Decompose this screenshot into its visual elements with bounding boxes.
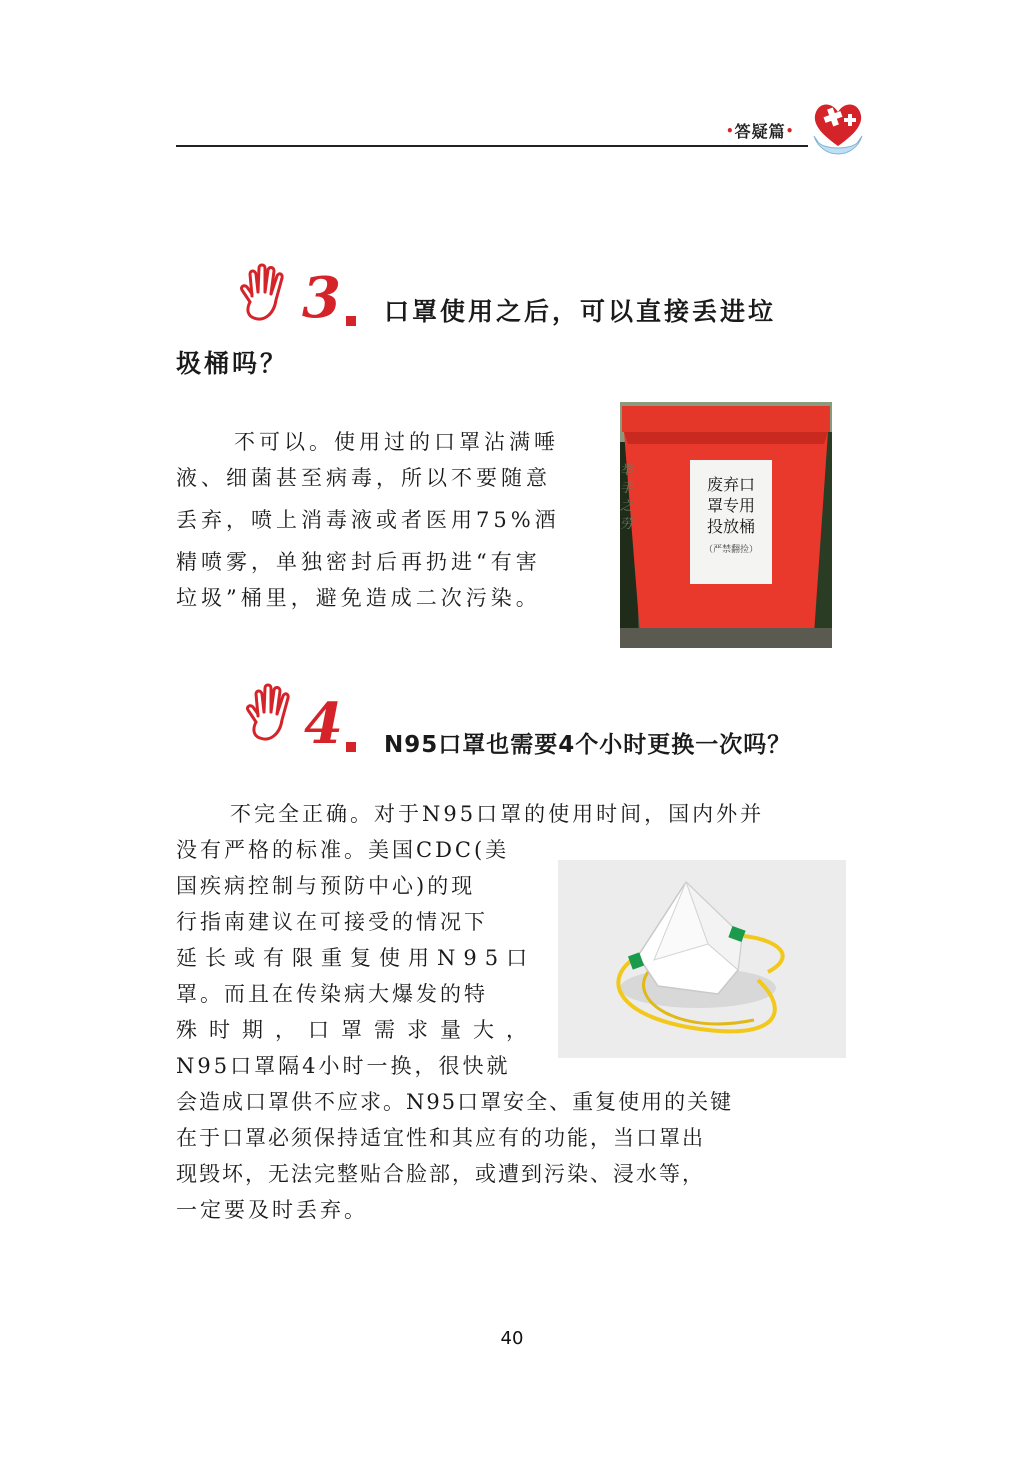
text-line: 延长或有限重复使用N95口: [176, 946, 536, 970]
raised-hand-icon: [238, 682, 308, 748]
side-slogan: 举手之劳: [620, 463, 634, 532]
header-rule: [176, 145, 808, 147]
question-number: 4: [304, 691, 343, 757]
text-line: 现毁坏，无法完整贴合脸部，或遭到污染、浸水等，: [176, 1162, 705, 1186]
text-line: 国疾病控制与预防中心)的现: [176, 874, 476, 898]
question-title: 口罩使用之后，可以直接丢进垃: [384, 297, 777, 326]
question-dot: [346, 316, 356, 326]
text-line: 一定要及时丢弃。: [176, 1198, 368, 1222]
text-line: 丢弃，喷上消毒液或者医用75%酒: [176, 508, 560, 532]
text-line: 精喷雾，单独密封后再扔进“有害: [176, 550, 541, 574]
text-line: 不完全正确。对于N95口罩的使用时间，国内外并: [230, 802, 765, 826]
question-title: N95口罩也需要4个小时更换一次吗？: [384, 732, 792, 758]
heart-in-hands-icon: [808, 96, 868, 160]
sign-line: 罩专用: [706, 496, 755, 515]
page-number: 40: [500, 1328, 524, 1349]
text-line: 会造成口罩供不应求。N95口罩安全、重复使用的关键: [176, 1090, 734, 1114]
waste-bin-photo: [620, 402, 832, 648]
sign-line: 废弃口: [706, 475, 755, 494]
section-tag: •答疑篇•: [726, 122, 795, 141]
text-line: 在于口罩必须保持适宜性和其应有的功能，当口罩出: [176, 1126, 705, 1150]
raised-hand-icon: [232, 262, 302, 328]
section-tag-label: 答疑篇: [734, 122, 786, 141]
text-line: 不可以。使用过的口罩沾满唾: [234, 430, 559, 454]
text-line: N95口罩隔4小时一换，很快就: [176, 1054, 511, 1078]
text-line: 行指南建议在可接受的情况下: [176, 910, 488, 934]
text-line: 垃圾”桶里，避免造成二次污染。: [176, 586, 541, 610]
answer-paragraph: [176, 424, 560, 616]
bin-sign: [690, 460, 772, 584]
text-line: 罩。而且在传染病大爆发的特: [176, 982, 488, 1006]
question-title-continued: 圾桶吗？: [176, 349, 289, 378]
sign-line: 投放桶: [706, 517, 755, 536]
text-line: 液、细菌甚至病毒，所以不要随意: [176, 466, 551, 490]
question-number: 3: [302, 265, 341, 331]
sign-note: （严禁翻捡）: [703, 545, 758, 555]
text-line: 没有严格的标准。美国CDC(美: [176, 838, 510, 862]
text-line: 殊时期，口罩需求量大，: [176, 1018, 539, 1042]
question-dot: [346, 742, 356, 752]
n95-mask-photo: [558, 860, 846, 1058]
